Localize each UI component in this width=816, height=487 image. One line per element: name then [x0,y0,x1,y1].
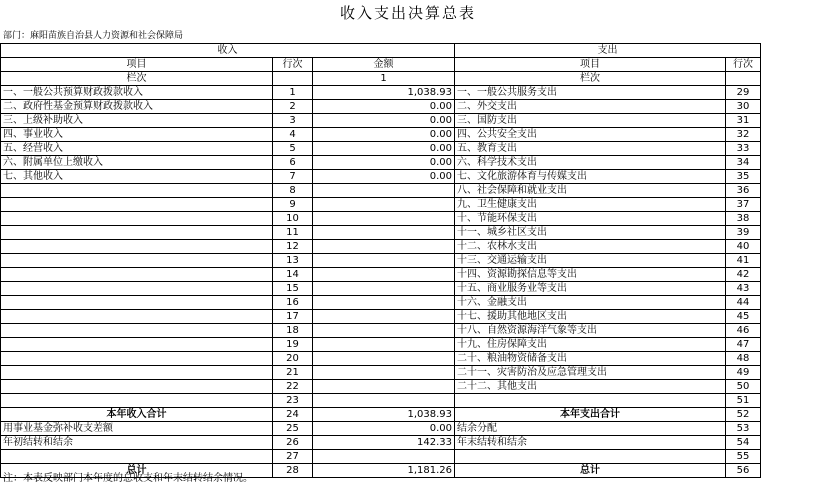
income-line-no-cell: 21 [273,366,313,380]
income-amount-cell: 0.00 [313,170,455,184]
income-line-no-cell: 13 [273,254,313,268]
table-row [1,408,801,422]
expense-item-cell: 十五、商业服务业等支出 [455,282,726,296]
expense-line-no-cell: 46 [726,324,761,338]
income-item-cell [1,324,273,338]
expense-line-no-cell: 33 [726,142,761,156]
expense-item-cell [455,394,726,408]
expense-item-cell: 十八、自然资源海洋气象等支出 [455,324,726,338]
income-item-cell: 四、事业收入 [1,128,273,142]
income-line-no-cell: 4 [273,128,313,142]
income-item-cell [1,212,273,226]
income-line-no-cell: 20 [273,352,313,366]
income-amount-cell: 1,038.93 [313,86,455,100]
income-item-cell: 本年收入合计 [1,408,273,422]
income-line-no-cell: 1 [273,86,313,100]
income-amount-cell [313,324,455,338]
income-amount-cell: 0.00 [313,114,455,128]
expense-line-no-cell: 53 [726,422,761,436]
income-item-cell [1,380,273,394]
expense-line-no-cell: 44 [726,296,761,310]
income-amount-cell: 0.00 [313,422,455,436]
column-header-row [1,58,801,72]
income-amount-cell: 0.00 [313,128,455,142]
expense-item-cell: 年末结转和结余 [455,436,726,450]
income-line-no-cell: 25 [273,422,313,436]
expense-line-no-cell: 51 [726,394,761,408]
table-row [1,282,801,296]
income-amount-cell: 1,038.93 [313,408,455,422]
income-amount-cell: 0.00 [313,142,455,156]
table-row [1,142,801,156]
expense-item-cell: 二、外交支出 [455,100,726,114]
table-row [1,240,801,254]
expense-line-no-cell: 35 [726,170,761,184]
expense-item-cell: 十四、资源勘探信息等支出 [455,268,726,282]
income-item-cell: 七、其他收入 [1,170,273,184]
income-item-cell [1,254,273,268]
table-row [1,128,801,142]
table-row [1,184,801,198]
expense-item-cell: 十七、援助其他地区支出 [455,310,726,324]
income-line-no-cell: 26 [273,436,313,450]
income-item-cell [1,184,273,198]
expense-item-cell: 十一、城乡社区支出 [455,226,726,240]
income-amount-cell [313,296,455,310]
income-line-no-cell: 9 [273,198,313,212]
table-row [1,324,801,338]
expense-line-no-cell: 32 [726,128,761,142]
income-item-cell [1,338,273,352]
expense-item-cell: 十六、金融支出 [455,296,726,310]
income-amount-cell [313,254,455,268]
income-amount-cell: 0.00 [313,100,455,114]
income-amount-cell [313,366,455,380]
income-amount-cell [313,226,455,240]
expense-item-cell: 三、国防支出 [455,114,726,128]
table-row [1,226,801,240]
expense-item-cell: 结余分配 [455,422,726,436]
report-title: 收入支出决算总表 [339,4,476,22]
income-item-cell [1,198,273,212]
income-line-no-cell: 24 [273,408,313,422]
income-line-no-cell: 16 [273,296,313,310]
table-row [1,338,801,352]
expense-item-cell: 二十一、灾害防治及应急管理支出 [455,366,726,380]
income-amount-cell [313,212,455,226]
income-amount-cell [313,352,455,366]
income-amount-cell: 0.00 [313,156,455,170]
income-line-no-cell: 7 [273,170,313,184]
income-section-header: 收入 [1,44,455,58]
income-item-cell [1,296,273,310]
income-line-no-header: 行次 [273,58,313,72]
income-item-cell [1,352,273,366]
income-item-cell: 六、附属单位上缴收入 [1,156,273,170]
income-line-no-cell: 12 [273,240,313,254]
expense-item-cell [455,450,726,464]
income-line-no-cell: 11 [273,226,313,240]
income-line-no-cell: 23 [273,394,313,408]
income-line-no-cell: 22 [273,380,313,394]
income-item-cell [1,366,273,380]
table-row [1,114,801,128]
expense-line-no-cell: 52 [726,408,761,422]
table-row [1,100,801,114]
expense-item-cell: 五、教育支出 [455,142,726,156]
column-number-row [1,72,801,86]
income-item-cell [1,282,273,296]
income-line-no-cell: 14 [273,268,313,282]
income-line-no-cell: 3 [273,114,313,128]
expense-line-no-cell: 43 [726,282,761,296]
expense-item-cell: 九、卫生健康支出 [455,198,726,212]
table-row [1,352,801,366]
expense-item-cell: 一、一般公共服务支出 [455,86,726,100]
income-line-no-cell: 17 [273,310,313,324]
income-amount-cell [313,184,455,198]
expense-item-cell: 十二、农林水支出 [455,240,726,254]
expense-item-cell: 本年支出合计 [455,408,726,422]
expense-item-cell: 八、社会保障和就业支出 [455,184,726,198]
income-item-cell: 年初结转和结余 [1,436,273,450]
table-row [1,422,801,436]
table-row [1,198,801,212]
income-amount-cell [313,380,455,394]
income-amount-cell [313,338,455,352]
expense-item-cell: 总计 [455,464,726,478]
expense-item-cell: 二十二、其他支出 [455,380,726,394]
expense-item-cell: 七、文化旅游体育与传媒支出 [455,170,726,184]
expense-column-no-label: 栏次 [455,72,726,86]
income-item-header: 项目 [1,58,273,72]
expense-line-no-cell: 38 [726,212,761,226]
table-row [1,170,801,184]
expense-line-no-cell: 30 [726,100,761,114]
expense-line-no-cell: 55 [726,450,761,464]
expense-line-no-cell: 39 [726,226,761,240]
footnote: 注：本表反映部门本年度的总收支和年末结转结余情况。 [3,473,253,484]
expense-item-cell: 六、科学技术支出 [455,156,726,170]
table-row [1,380,801,394]
table-row [1,156,801,170]
table-row [1,436,801,450]
amount-column-no: 1 [313,72,455,86]
expense-item-cell: 十、节能环保支出 [455,212,726,226]
expense-item-cell: 十三、交通运输支出 [455,254,726,268]
income-line-no-cell: 27 [273,450,313,464]
table-row [1,212,801,226]
income-amount-cell [313,450,455,464]
income-amount-cell [313,240,455,254]
income-item-cell: 用事业基金弥补收支差额 [1,422,273,436]
expense-item-header: 项目 [455,58,726,72]
table-row [1,310,801,324]
income-item-cell: 总计 [1,464,273,478]
income-line-no-cell: 6 [273,156,313,170]
expense-line-no-cell: 36 [726,184,761,198]
expense-line-no-header: 行次 [726,58,761,72]
income-item-cell [1,310,273,324]
expense-item-cell: 二十、粮油物资储备支出 [455,352,726,366]
income-amount-cell: 1,181.26 [313,464,455,478]
income-amount-cell: 142.33 [313,436,455,450]
income-line-no-cell: 5 [273,142,313,156]
income-amount-cell [313,310,455,324]
income-line-no-cell: 28 [273,464,313,478]
expense-line-no-cell: 37 [726,198,761,212]
income-item-cell: 五、经营收入 [1,142,273,156]
table-row [1,296,801,310]
expense-line-no-cell: 29 [726,86,761,100]
table-row [1,86,801,100]
expense-section-header: 支出 [455,44,761,58]
income-item-cell: 二、政府性基金预算财政拨款收入 [1,100,273,114]
income-item-cell [1,226,273,240]
budget-table [0,43,801,478]
expense-line-no-cell: 34 [726,156,761,170]
expense-line-no-cell: 47 [726,338,761,352]
expense-line-no-cell: 41 [726,254,761,268]
income-line-no-cell: 15 [273,282,313,296]
table-row [1,268,801,282]
department-label: 部门：麻阳苗族自治县人力资源和社会保障局 [3,31,184,41]
section-header-row [1,44,801,58]
expense-line-no-cell: 54 [726,436,761,450]
expense-line-no-cell: 49 [726,366,761,380]
income-amount-cell [313,268,455,282]
expense-line-no-cell: 56 [726,464,761,478]
income-line-no-cell: 18 [273,324,313,338]
amount-header: 金额 [313,58,455,72]
income-line-no-cell: 19 [273,338,313,352]
income-line-no-cell: 10 [273,212,313,226]
table-row [1,450,801,464]
income-item-cell [1,240,273,254]
expense-item-cell: 四、公共安全支出 [455,128,726,142]
expense-line-no-cell: 31 [726,114,761,128]
table-row [1,394,801,408]
income-amount-cell [313,198,455,212]
expense-item-cell: 十九、住房保障支出 [455,338,726,352]
income-amount-cell [313,394,455,408]
income-item-cell [1,394,273,408]
expense-line-no-cell: 50 [726,380,761,394]
expense-line-no-cell: 42 [726,268,761,282]
income-item-cell: 三、上级补助收入 [1,114,273,128]
table-row [1,254,801,268]
income-amount-cell [313,282,455,296]
expense-line-no-cell: 40 [726,240,761,254]
income-line-no-cell: 8 [273,184,313,198]
income-item-cell [1,450,273,464]
income-column-no-label: 栏次 [1,72,273,86]
income-line-no-cell: 2 [273,100,313,114]
table-row [1,366,801,380]
income-item-cell: 一、一般公共预算财政拨款收入 [1,86,273,100]
expense-line-no-cell: 48 [726,352,761,366]
expense-line-no-cell: 45 [726,310,761,324]
income-item-cell [1,268,273,282]
